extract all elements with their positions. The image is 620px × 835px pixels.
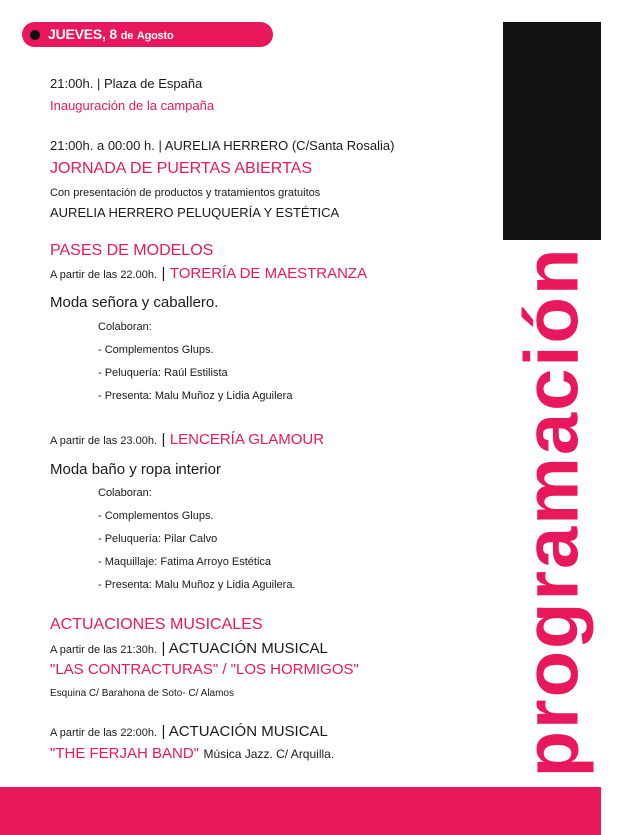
separator: | — [161, 265, 166, 282]
section-title-models: PASES DE MODELOS — [50, 242, 214, 259]
music-label: | ACTUACIÓN MUSICAL — [161, 723, 328, 740]
show-2-collaborator: - Presenta: Malu Muñoz y Lidia Aguilera. — [98, 579, 296, 591]
show-2-time-line — [50, 431, 324, 449]
event-inauguration-title: Inauguración de la campaña — [50, 98, 215, 113]
show-2-collab-label: Colaboran: — [98, 487, 152, 499]
date-month-prefix: de — [120, 30, 134, 42]
show-1-collab-label: Colaboran: — [98, 321, 152, 333]
music-1-time-line — [50, 640, 328, 658]
music-band: "THE FERJAH BAND" — [50, 745, 199, 762]
show-2-collaborator: - Complementos Glups. — [98, 510, 214, 522]
event-open-day-host: AURELIA HERRERO PELUQUERÍA Y ESTÉTICA — [50, 205, 340, 220]
date-month: Agosto — [136, 30, 174, 42]
event-open-day-description: Con presentación de productos y tratamientos gratuitos — [50, 187, 321, 199]
music-2-band-line — [50, 745, 334, 763]
show-1-collaborator: - Presenta: Malu Muñoz y Lidia Aguilera — [98, 390, 293, 402]
event-place: | Plaza de España — [97, 76, 203, 91]
music-time: A partir de las 21:30h. — [50, 644, 158, 656]
show-2-description: Moda baño y ropa interior — [50, 461, 221, 478]
decorative-black-bar — [503, 22, 601, 240]
show-place: TORERÍA DE MAESTRANZA — [169, 265, 368, 282]
event-open-day-time-line — [50, 138, 394, 153]
show-1-collaborator: - Peluquería: Raúl Estilista — [98, 367, 228, 379]
music-place: Música Jazz. C/ Arquilla. — [203, 747, 335, 761]
event-time: 21:00h. — [50, 76, 94, 91]
event-time: 21:00h. a 00:00 h. — [50, 138, 155, 153]
show-2-collaborator: - Peluquería: Pilar Calvo — [98, 533, 218, 545]
show-1-collaborator: - Complementos Glups. — [98, 344, 214, 356]
music-1-place: Esquina C/ Barahona de Soto- C/ Alamos — [50, 688, 234, 699]
event-open-day-title: JORNADA DE PUERTAS ABIERTAS — [50, 160, 312, 177]
music-1-bands: "LAS CONTRACTURAS" / "LOS HORMIGOS" — [50, 661, 359, 678]
side-title-wrap — [509, 246, 595, 778]
show-time: A partir de las 22.00h. — [50, 269, 158, 281]
music-2-time-line — [50, 723, 328, 741]
decorative-bottom-bar — [0, 787, 601, 835]
music-label: | ACTUACIÓN MUSICAL — [161, 640, 328, 657]
music-time: A partir de las 22:00h. — [50, 727, 158, 739]
date-label — [48, 26, 174, 42]
event-place: | AURELIA HERRERO (C/Santa Rosalia) — [158, 138, 395, 153]
show-time: A partir de las 23.00h. — [50, 435, 158, 447]
separator: | — [161, 431, 166, 448]
section-title-music: ACTUACIONES MUSICALES — [50, 616, 263, 633]
bullet-icon — [30, 30, 40, 40]
date-header — [22, 22, 273, 47]
show-1-description: Moda señora y caballero. — [50, 294, 219, 311]
date-day: JUEVES, 8 — [48, 26, 118, 42]
side-title: programación — [509, 246, 595, 778]
event-inauguration-time-line — [50, 76, 202, 91]
show-place: LENCERÍA GLAMOUR — [169, 431, 325, 448]
show-2-collaborator: - Maquillaje: Fatima Arroyo Estética — [98, 556, 272, 568]
show-1-time-line — [50, 265, 367, 283]
